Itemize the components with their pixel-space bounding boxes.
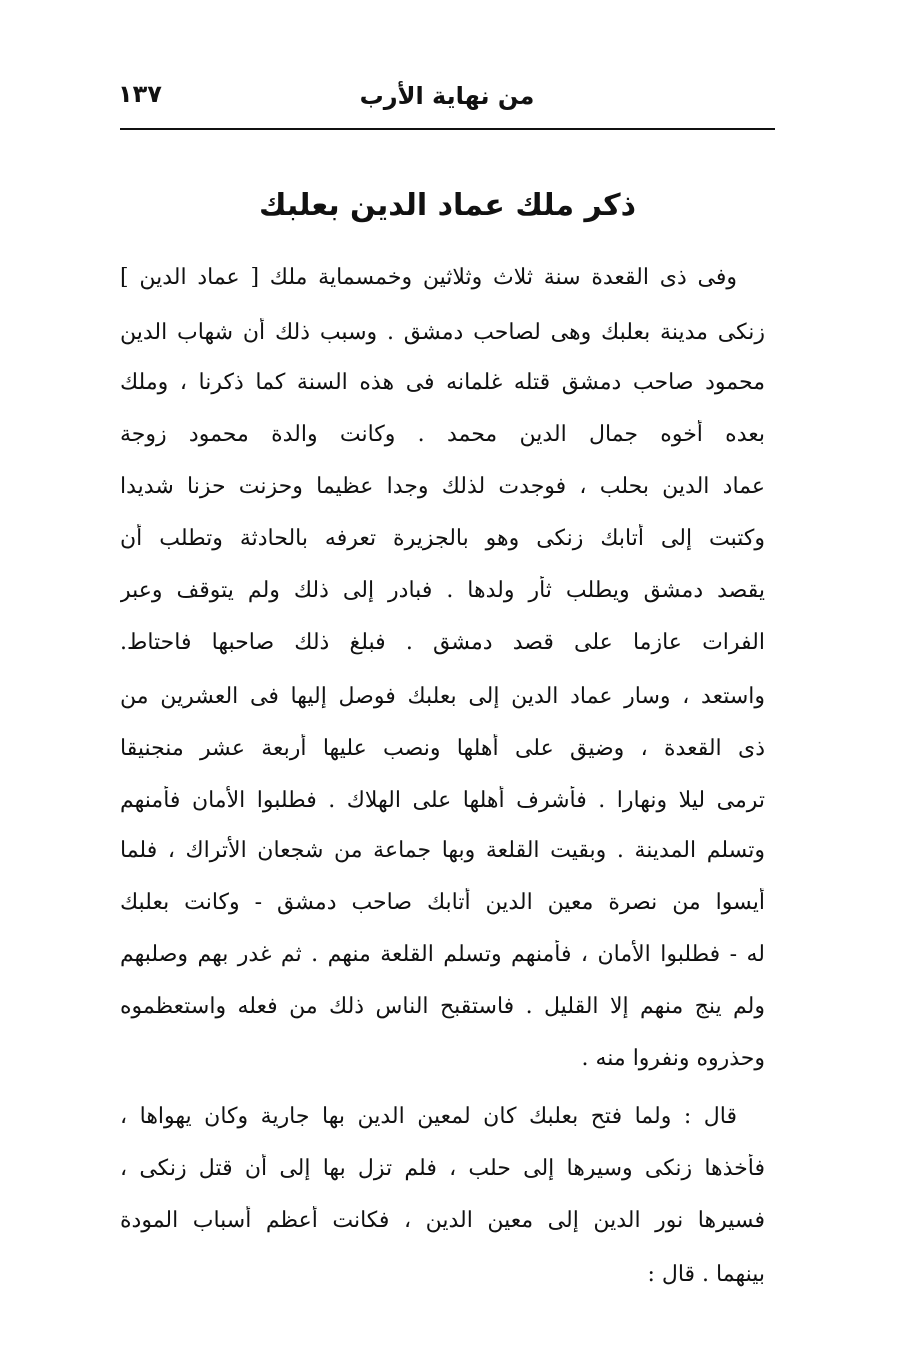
text-line: فأخذها زنكى وسيرها إلى حلب ، فلم تزل بها إلى أن قتل زنكى ، [120, 1156, 765, 1181]
text-line: وتسلم المدينة . وبقيت القلعة وبها جماعة من شجعان الأتراك ، فلما [120, 838, 765, 863]
text-line: له - فطلبوا الأمان ، فأمنهم وتسلم القلعة منهم . ثم غدر بهم وصلبهم [120, 942, 765, 967]
text-line: ولم ينج منهم إلا القليل . فاستقبح الناس ذلك من فعله واستعظموه [120, 994, 765, 1019]
text-line: فسيرها نور الدين إلى معين الدين ، فكانت أعظم أسباب المودة [120, 1208, 765, 1233]
page-header [118, 80, 776, 120]
text-line: يقصد دمشق ويطلب ثأر ولدها . فبادر إلى ذلك ولم يتوقف وعبر [120, 578, 765, 603]
text-line: الفرات عازما على قصد دمشق . فبلغ ذلك صاحبها فاحتاط. [120, 630, 765, 655]
chapter-title: ذكر ملك عماد الدين بعلبك [258, 188, 637, 223]
text-line: بينهما . قال : [647, 1262, 765, 1287]
page-number: ١٣٧ [118, 80, 162, 108]
text-line: زنكى مدينة بعلبك وهى لصاحب دمشق . وسبب ذلك أن شهاب الدين [120, 320, 765, 345]
text-line: عماد الدين بحلب ، فوجدت لذلك وجدا عظيما وحزنت حزنا شديدا [120, 474, 765, 499]
text-line: واستعد ، وسار عماد الدين إلى بعلبك فوصل إليها فى العشرين من [120, 684, 765, 709]
text-line: أيسوا من نصرة معين الدين أتابك صاحب دمشق - وكانت بعلبك [120, 890, 765, 915]
text-line: وفى ذى القعدة سنة ثلاث وثلاثين وخمسماية ملك [ عماد الدين ] [120, 265, 737, 290]
running-title: من نهاية الأرب [359, 82, 535, 110]
header-rule [120, 128, 775, 130]
text-line: محمود صاحب دمشق قتله غلمانه فى هذه السنة كما ذكرنا ، وملك [120, 370, 765, 395]
text-line: ترمى ليلا ونهارا . فأشرف أهلها على الهلاك . فطلبوا الأمان فأمنهم [120, 788, 765, 813]
text-line: قال : ولما فتح بعلبك كان لمعين الدين بها جارية وكان يهواها ، [120, 1104, 737, 1129]
text-line: بعده أخوه جمال الدين محمد . وكانت والدة محمود زوجة [120, 422, 765, 447]
text-line: وحذروه ونفروا منه . [581, 1046, 765, 1071]
text-line: ذى القعدة ، وضيق على أهلها ونصب عليها أربعة عشر منجنيقا [120, 736, 765, 761]
text-line: وكتبت إلى أتابك زنكى وهو بالجزيرة تعرفه بالحادثة وتطلب أن [120, 526, 765, 551]
